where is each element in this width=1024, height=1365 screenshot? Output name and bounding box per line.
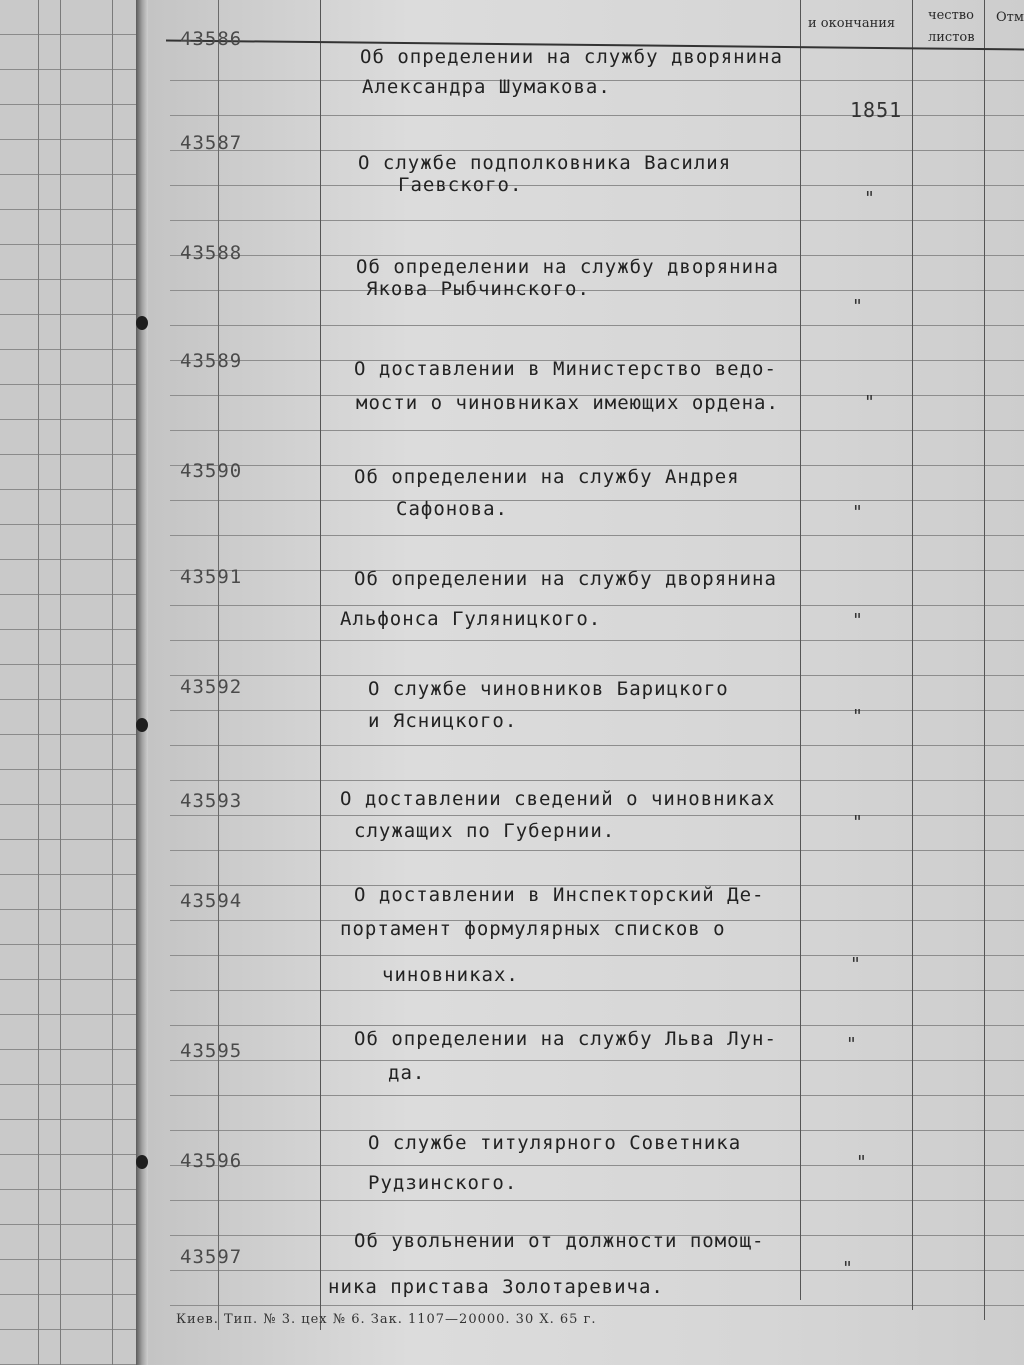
ruled-line [170, 780, 1024, 781]
ruled-line [170, 1200, 1024, 1201]
dates-column-line [800, 0, 801, 1300]
entry-number: 43596 [180, 1150, 243, 1172]
entry-title-line1: О доставлении в Инспекторский Де- [354, 884, 765, 906]
entry-title-line1: Об увольнении от должности помощ- [354, 1230, 765, 1252]
entry-title-line2: Якова Рыбчинского. [366, 278, 590, 300]
entry-number: 43589 [180, 350, 243, 372]
title-column-line [320, 0, 321, 1330]
entry-number: 43591 [180, 566, 243, 588]
ruled-line [170, 290, 1024, 291]
entry-date-ditto: " [842, 1258, 853, 1279]
sheets-column-line [912, 0, 913, 1310]
entry-title-line3: чиновниках. [382, 964, 519, 986]
header-sheets-line2: листов [928, 30, 975, 45]
ruled-line [170, 1025, 1024, 1026]
entry-title-line1: О доставлении в Министерство ведо- [354, 358, 777, 380]
ruled-line [170, 1305, 1024, 1306]
entry-title-line1: О доставлении сведений о чиновниках [340, 788, 776, 810]
entry-title-line1: Об определении на службу дворянина [360, 46, 783, 68]
ruled-line [170, 500, 1024, 501]
entry-title-line1: Об определении на службу дворянина [354, 568, 777, 590]
entry-number: 43588 [180, 242, 243, 264]
entry-date-ditto: " [864, 188, 875, 209]
number-column-line [218, 0, 219, 1330]
entry-date-ditto: " [852, 706, 863, 727]
entry-number: 43594 [180, 890, 243, 912]
entry-title-line2: служащих по Губернии. [354, 820, 616, 842]
entry-title-line1: Об определении на службу Льва Лун- [354, 1028, 777, 1050]
ruled-line [170, 185, 1024, 186]
entry-title-line2: портамент формулярных списков о [340, 918, 726, 940]
entry-title-line2: и Ясницкого. [368, 710, 518, 732]
ruled-line [170, 220, 1024, 221]
ruled-line [170, 1095, 1024, 1096]
header-sheets-line1: чество [928, 8, 974, 23]
entry-title-line2: Гаевского. [398, 174, 523, 196]
ruled-line [170, 1060, 1024, 1061]
entry-date-ditto: " [864, 392, 875, 413]
left-page-column-line [60, 0, 61, 1365]
ruled-line [170, 1165, 1024, 1166]
entry-number: 43590 [180, 460, 243, 482]
ruled-line [170, 1130, 1024, 1131]
binding-hole [136, 1155, 148, 1169]
entry-title-line1: О службе подполковника Василия [358, 152, 732, 174]
entry-title-line1: О службе чиновников Барицкого [368, 678, 729, 700]
header-start-end: и окончания [808, 16, 896, 31]
ruled-line [170, 675, 1024, 676]
binding-hole [136, 718, 148, 732]
printer-imprint: Киев. Тип. № 3. цех № 6. Зак. 1107—20000. 30 X. 65 г. [176, 1312, 597, 1327]
entry-date-ditto: " [850, 954, 861, 975]
entry-title-line2: да. [388, 1062, 426, 1084]
ruled-line [170, 430, 1024, 431]
ruled-line [170, 605, 1024, 606]
ruled-line [170, 990, 1024, 991]
entry-date-ditto: " [852, 610, 863, 631]
entry-title-line2: ника пристава Золотаревича. [328, 1276, 664, 1298]
ruled-line [170, 745, 1024, 746]
entry-number: 43597 [180, 1246, 243, 1268]
entry-title-line2: мости о чиновниках имеющих ордена. [356, 392, 779, 414]
entry-number: 43592 [180, 676, 243, 698]
entry-number: 43595 [180, 1040, 243, 1062]
entry-title-line2: Рудзинского. [368, 1172, 518, 1194]
entry-title-line1: Об определении на службу дворянина [356, 256, 779, 278]
header-notes: Отм [996, 10, 1024, 25]
register-page [148, 0, 1024, 1365]
ruled-line [170, 815, 1024, 816]
entry-title-line1: Об определении на службу Андрея [354, 466, 740, 488]
left-page-column-line [38, 0, 39, 1365]
notes-column-line [984, 0, 985, 1320]
entry-number: 43587 [180, 132, 243, 154]
entry-date-ditto: " [852, 296, 863, 317]
entry-date-ditto: " [856, 1152, 867, 1173]
entry-title-line2: Александра Шумакова. [362, 76, 611, 98]
entry-title-line2: Сафонова. [396, 498, 508, 520]
ruled-line [170, 1270, 1024, 1271]
ruled-line [170, 955, 1024, 956]
binding-hole [136, 316, 148, 330]
entry-date: 1851 [850, 98, 903, 122]
ruled-line [170, 850, 1024, 851]
entry-date-ditto: " [852, 812, 863, 833]
left-page [0, 0, 142, 1365]
ruled-line [170, 325, 1024, 326]
entry-title-line1: О службе титулярного Советника [368, 1132, 742, 1154]
entry-number: 43586 [180, 28, 243, 50]
ruled-line [170, 535, 1024, 536]
ruled-line [170, 640, 1024, 641]
entry-title-line2: Альфонса Гуляницкого. [340, 608, 602, 630]
entry-date-ditto: " [846, 1034, 857, 1055]
entry-number: 43593 [180, 790, 243, 812]
entry-date-ditto: " [852, 502, 863, 523]
ruled-line [170, 150, 1024, 151]
left-page-column-line [112, 0, 113, 1365]
ruled-line [170, 710, 1024, 711]
